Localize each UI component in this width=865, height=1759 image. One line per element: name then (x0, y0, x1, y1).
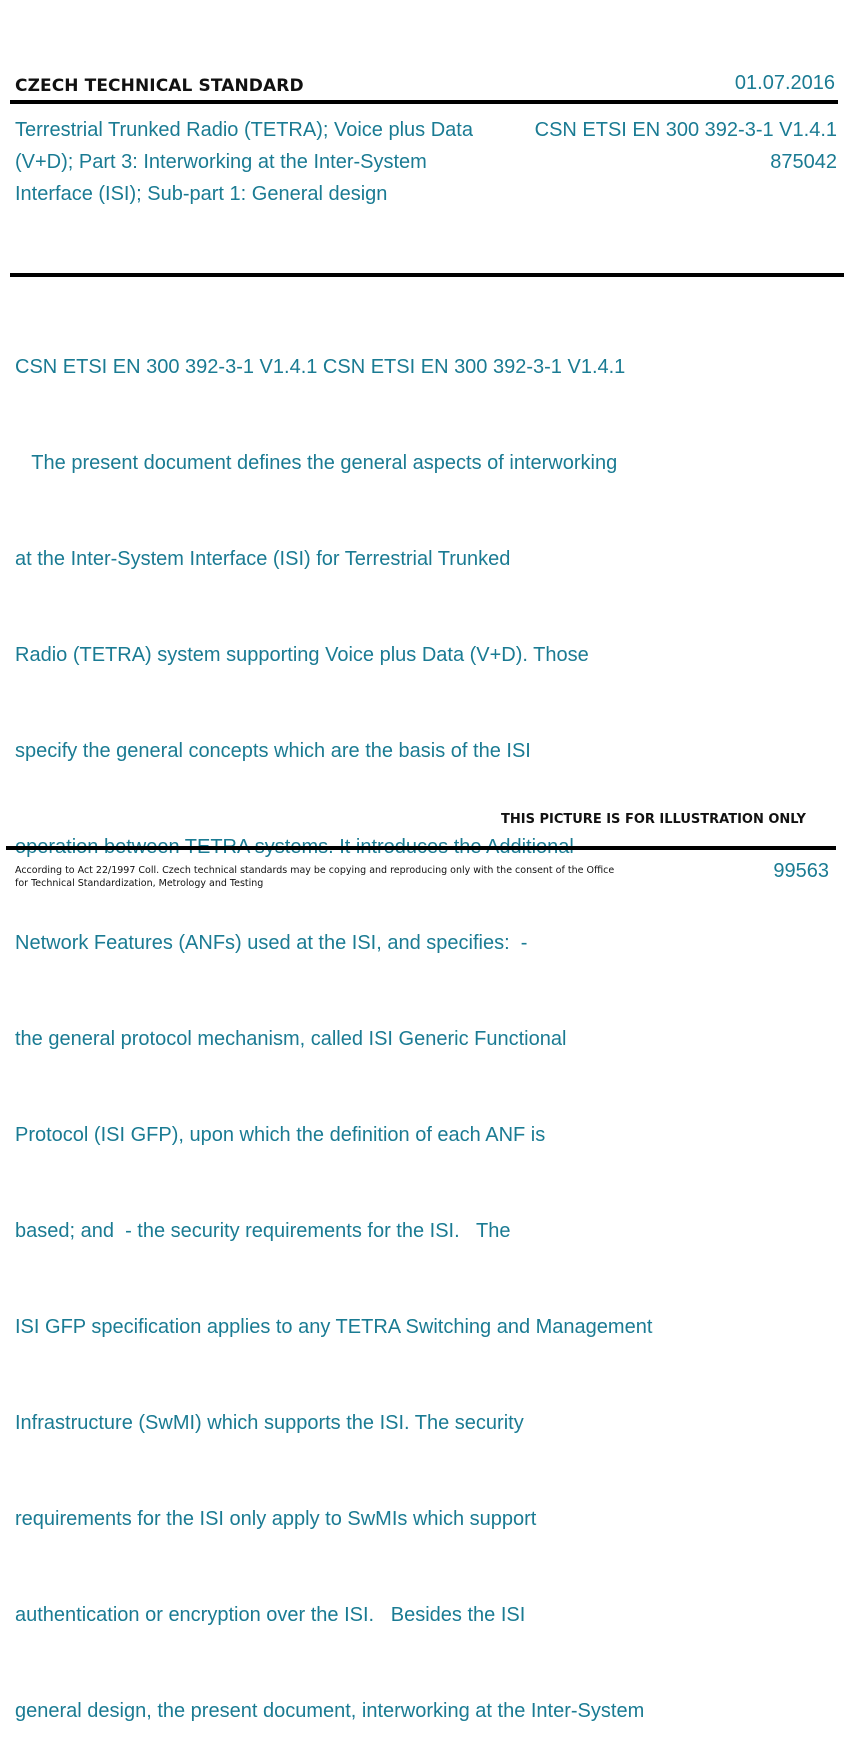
copyright-line-2: for Technical Standardization, Metrology and Testing (15, 878, 264, 889)
document-title-block (15, 114, 837, 210)
footer-divider (6, 846, 836, 850)
abstract-line: at the Inter-System Interface (ISI) for Terrestrial Trunked (15, 548, 511, 570)
abstract-line: CSN ETSI EN 300 392-3-1 V1.4.1 CSN ETSI EN 300 392-3-1 V1.4.1 (15, 356, 626, 378)
title-row-1 (15, 114, 837, 146)
header-divider (10, 100, 838, 104)
abstract-text (15, 287, 855, 1759)
abstract-line: specify the general concepts which are the basis of the ISI (15, 740, 531, 762)
copyright-line-1: According to Act 22/1997 Coll. Czech technical standards may be copying and reproducing only with the consent of the Office (15, 865, 615, 876)
standard-header-title: CZECH TECHNICAL STANDARD (15, 76, 304, 96)
title-row-3 (15, 178, 837, 210)
abstract-line: general design, the present document, interworking at the Inter-System (15, 1700, 645, 1722)
title-line-2: (V+D); Part 3: Interworking at the Inter-System (15, 151, 427, 173)
abstract-line: the general protocol mechanism, called ISI Generic Functional (15, 1028, 567, 1050)
abstract-line: authentication or encryption over the ISI. Besides the ISI (15, 1604, 526, 1626)
abstract-line: based; and - the security requirements for the ISI. The (15, 1220, 511, 1242)
abstract-line: Network Features (ANFs) used at the ISI, and specifies: - (15, 932, 528, 954)
abstract-line: The present document defines the general aspects of interworking (15, 452, 618, 474)
abstract-line: ISI GFP specification applies to any TETRA Switching and Management (15, 1316, 653, 1338)
standard-number: CSN ETSI EN 300 392-3-1 V1.4.1 (534, 119, 837, 141)
title-divider (10, 273, 844, 277)
publication-date: 01.07.2016 (734, 72, 835, 94)
document-id: 99563 (773, 860, 829, 882)
illustration-notice: THIS PICTURE IS FOR ILLUSTRATION ONLY (501, 812, 806, 827)
abstract-line: Infrastructure (SwMI) which supports the ISI. The security (15, 1412, 524, 1434)
title-line-1: Terrestrial Trunked Radio (TETRA); Voice plus Data (15, 119, 473, 141)
abstract-line: Radio (TETRA) system supporting Voice plus Data (V+D). Those (15, 644, 589, 666)
abstract-line: requirements for the ISI only apply to SwMIs which support (15, 1508, 537, 1530)
copyright-notice (15, 864, 615, 890)
title-row-2 (15, 146, 837, 178)
catalog-number: 875042 (770, 151, 837, 173)
abstract-line: Protocol (ISI GFP), upon which the definition of each ANF is (15, 1124, 546, 1146)
title-line-3: Interface (ISI); Sub-part 1: General design (15, 183, 388, 205)
